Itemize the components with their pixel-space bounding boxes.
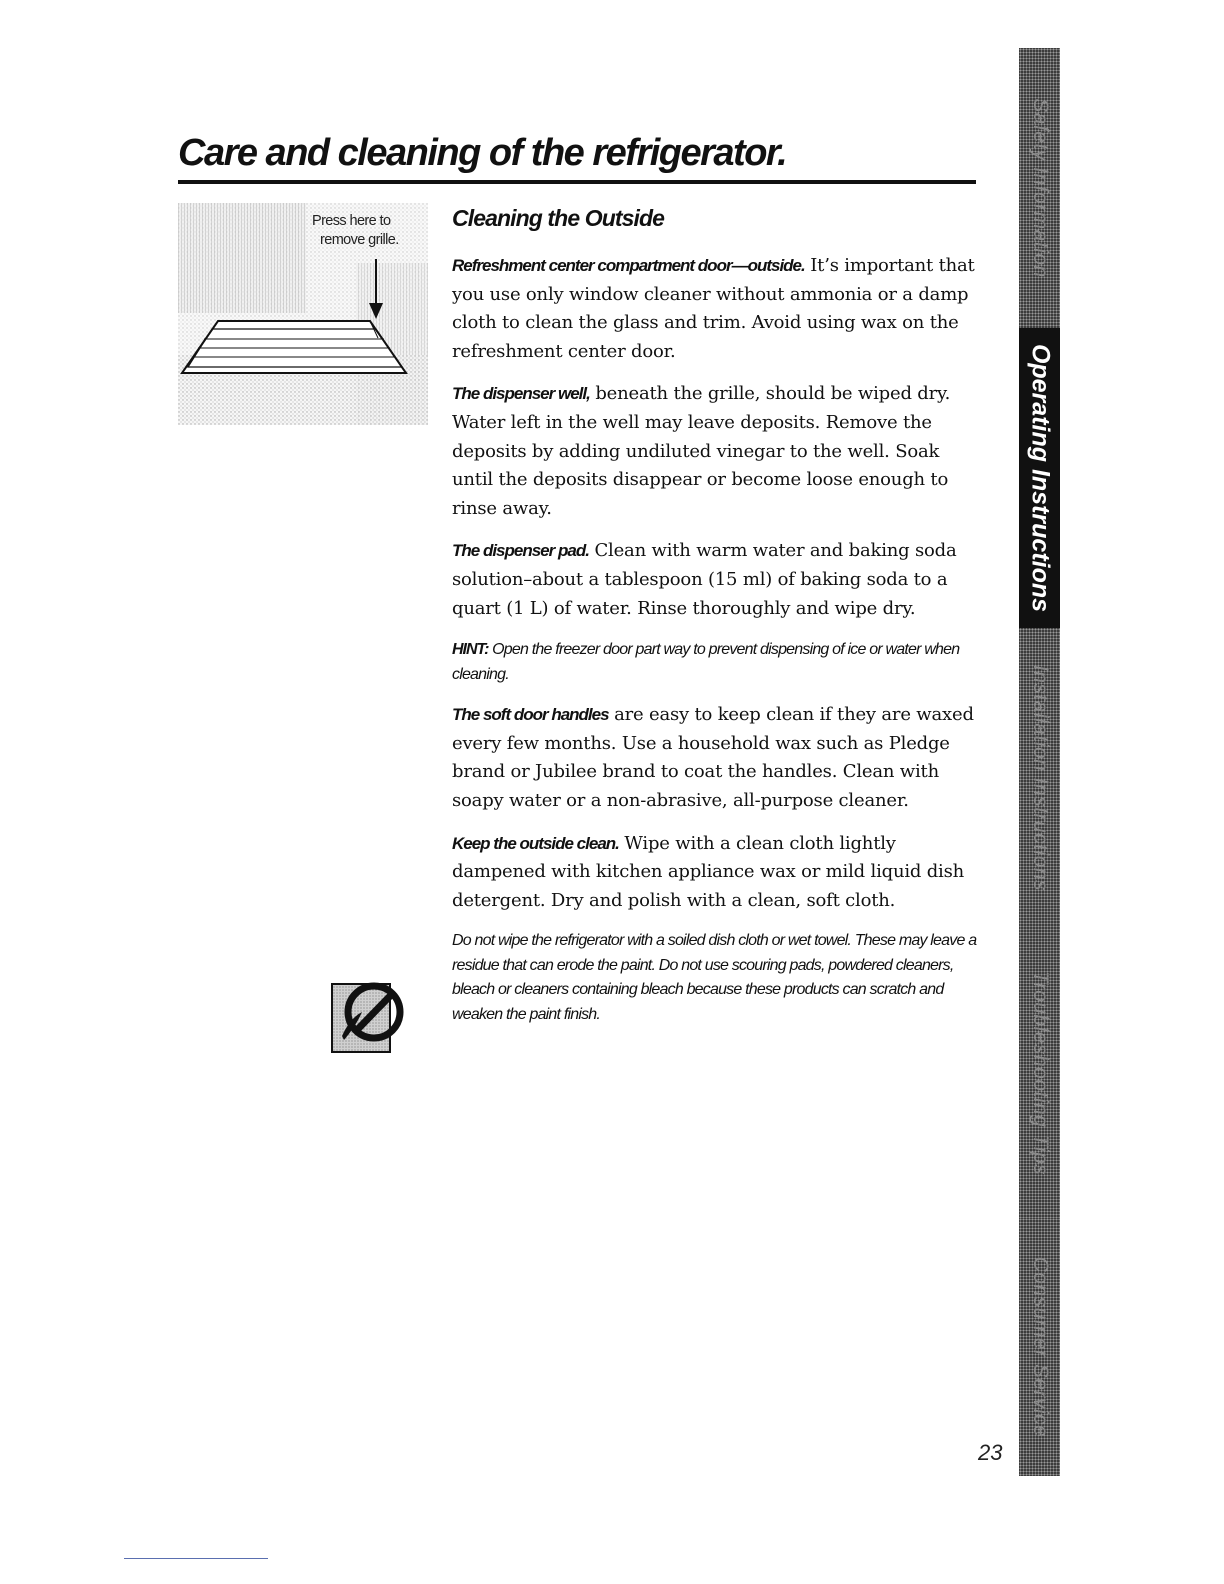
paragraph-text: It’s important that you use only window cleaner without ammonia or a damp cloth to clean the glass and trim. Avoid using wax on the refreshment center door.	[452, 255, 975, 362]
paragraph-refreshment-door	[452, 252, 982, 366]
paragraph-text: Wipe with a clean cloth lightly dampened with kitchen appliance wax or mild liquid dish detergent. Dry and polish with a clean, soft cloth.	[452, 832, 965, 911]
tab-label: Troubleshooting Tips	[1028, 970, 1052, 1176]
paragraph-lead: Keep the outside clean.	[452, 833, 619, 853]
grille-callout-line2: remove grille.	[320, 232, 399, 248]
paragraph-outside-clean	[452, 830, 982, 916]
prohibited-icon	[330, 968, 406, 1054]
tab-operating-instructions[interactable]	[1019, 328, 1060, 628]
paragraph-lead: The soft door handles	[452, 705, 609, 725]
hint-lead: HINT:	[452, 641, 489, 659]
tab-label: Consumer Service	[1028, 1256, 1052, 1438]
warning-note: Do not wipe the refrigerator with a soiled dish cloth or wet towel. These may leave a residue that can erode the paint. Do not use scouring pads, powdered cleaners, bleach or cleaners containing bleach because these products can scratch and weaken the paint finish.	[452, 932, 977, 1023]
tab-consumer-service[interactable]	[1019, 1218, 1060, 1476]
grille-callout-line1: Press here to	[312, 213, 391, 229]
tab-troubleshooting-tips[interactable]	[1019, 928, 1060, 1218]
page-title: Care and cleaning of the refrigerator.	[178, 132, 787, 174]
title-rule	[178, 180, 976, 184]
paragraph-door-handles	[452, 701, 982, 815]
paragraph-dispenser-pad	[452, 537, 982, 623]
paragraph-lead: The dispenser well,	[452, 384, 590, 404]
tab-label: Operating Instructions	[1026, 343, 1054, 613]
paragraph-lead: Refreshment center compartment door—outside.	[452, 256, 805, 275]
section-tabs	[1019, 48, 1060, 1476]
paragraph-text: Clean with warm water and baking soda solution–about a tablespoon (15 ml) of baking soda to a quart (1 L) of water. Rinse thoroughly and wipe dry.	[452, 540, 957, 619]
footer-rule	[124, 1558, 268, 1559]
tab-installation-instructions[interactable]	[1019, 628, 1060, 928]
paragraph-text: are easy to keep clean if they are waxed every few months. Use a household wax such as Pledge brand or Jubilee brand to coat the handles. Clean with soapy water or a non-abrasive, all-purpose cleaner.	[452, 704, 974, 811]
paragraph-text: beneath the grille, should be wiped dry. Water left in the well may leave deposits. Remove the deposits by adding undiluted vinegar to the well. Soak until the deposits disappear or become loose enough to rinse away.	[452, 383, 951, 519]
page-number: 23	[978, 1440, 1003, 1465]
paragraph-dispenser-well	[452, 380, 982, 523]
main-content	[452, 205, 982, 1027]
tab-label: Safety Information	[1028, 98, 1052, 278]
section-heading: Cleaning the Outside	[452, 205, 665, 231]
tab-label: Installation Instructions	[1028, 664, 1052, 892]
paragraph-lead: The dispenser pad.	[452, 541, 589, 561]
hint-note	[452, 637, 982, 687]
hint-text: Open the freezer door part way to prevent dispensing of ice or water when cleaning.	[452, 641, 960, 684]
grille-callout	[312, 212, 432, 250]
tab-safety-information[interactable]	[1019, 48, 1060, 328]
